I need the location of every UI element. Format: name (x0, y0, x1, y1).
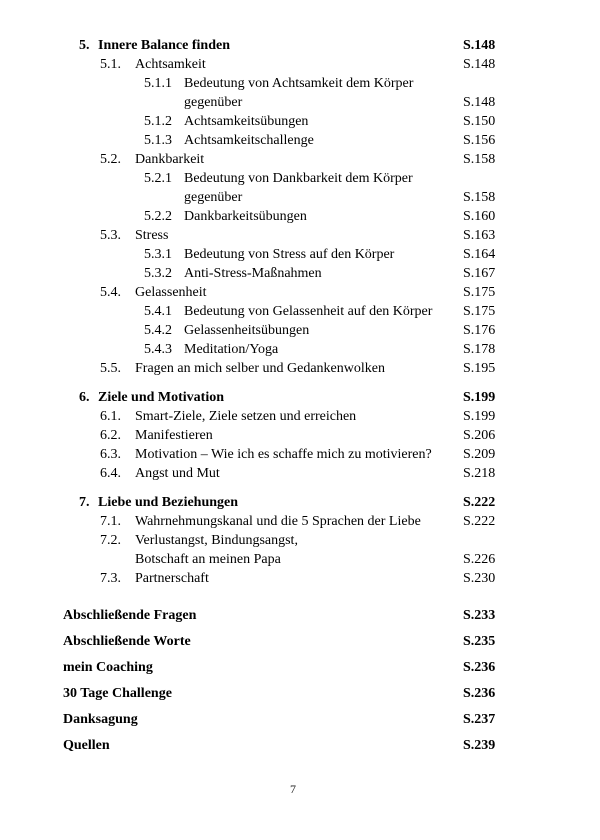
toc-entry-number: 5.1. (100, 57, 121, 72)
toc-entry-page: S.167 (463, 266, 496, 281)
toc-entry-title: Bedeutung von Stress auf den Körper (184, 247, 395, 262)
toc-entry-title: Manifestieren (135, 428, 213, 443)
toc-entry-page: S.148 (463, 38, 496, 53)
toc-entry-title: Wahrnehmungskanal und die 5 Sprachen der Liebe (135, 514, 421, 529)
toc-row (63, 245, 523, 264)
toc-entry-title: Gelassenheitsübungen (184, 323, 310, 338)
toc-row (63, 321, 523, 340)
toc-entry-number: 5.2. (100, 152, 121, 167)
toc-entry-number (144, 188, 184, 207)
toc-row (63, 569, 523, 588)
toc-row (63, 188, 523, 207)
toc-closing-row (63, 632, 523, 651)
toc-row (63, 169, 523, 188)
toc-entry-number: 5.1.3 (144, 133, 172, 148)
toc-entry-number: 6.1. (100, 409, 121, 424)
page-number: 7 (290, 782, 296, 796)
toc-entry-number (144, 93, 184, 112)
toc-entry-title: Verlustangst, Bindungsangst, (135, 533, 298, 548)
toc-entry-number: 7.1. (100, 514, 121, 529)
toc-entry-title: gegenüber (184, 190, 243, 205)
toc-entry-number: 7.3. (100, 571, 121, 586)
toc-entry-number: 5.3. (100, 228, 121, 243)
toc-row (63, 531, 523, 550)
toc-entry-page: S.206 (463, 428, 496, 443)
toc-entry-number: 7.2. (100, 533, 121, 548)
toc-entry-title: gegenüber (184, 95, 243, 110)
toc-entry-number: 5.4. (100, 285, 121, 300)
toc-entry-title: Innere Balance finden (98, 38, 230, 53)
toc-entry-title: Botschaft an meinen Papa (135, 552, 281, 567)
toc-entry-page: S.160 (463, 209, 496, 224)
toc-entry-page: S.148 (463, 95, 496, 110)
toc-entry-title: Danksagung (63, 712, 138, 727)
toc-entry-number: 5.4.3 (144, 342, 172, 357)
toc-entry-title: Smart-Ziele, Ziele setzen und erreichen (135, 409, 357, 424)
toc-entry-title: Liebe und Beziehungen (98, 495, 239, 510)
toc-entry-title: Achtsamkeit (135, 57, 206, 72)
toc-entry-number: 6.2. (100, 428, 121, 443)
toc-entry-title: Abschließende Fragen (63, 608, 197, 623)
toc-row (63, 302, 523, 321)
toc-entry-title: Fragen an mich selber und Gedankenwolken (135, 361, 385, 376)
toc-entry-title: Achtsamkeitschallenge (184, 133, 314, 148)
toc-entry-page: S.176 (463, 323, 496, 338)
section-gap (63, 483, 523, 493)
toc-row (63, 112, 523, 131)
toc-entry-page: S.158 (463, 190, 496, 205)
toc-entry-number: 5.3.1 (144, 247, 172, 262)
toc-entry-page: S.235 (463, 634, 496, 649)
toc-entry-page: S.158 (463, 152, 496, 167)
toc-entry-title: Anti-Stress-Maßnahmen (184, 266, 322, 281)
toc-entry-number: 5.3.2 (144, 266, 172, 281)
toc-closing-row (63, 710, 523, 729)
toc-entry-page: S.222 (463, 514, 496, 529)
toc-entry-page: S.237 (463, 712, 496, 727)
toc-row (63, 445, 523, 464)
toc-chapter-row (63, 493, 523, 512)
toc-entry-page: S.218 (463, 466, 496, 481)
toc-entry-title: Stress (135, 228, 169, 243)
toc-row (63, 207, 523, 226)
toc-entry-page: S.199 (463, 390, 496, 405)
toc-entry-number: 5.4.2 (144, 323, 172, 338)
toc-entry-page: S.195 (463, 361, 496, 376)
toc-closing-list (63, 606, 523, 755)
toc-closing-row (63, 606, 523, 625)
toc-entry-number: 5.2.2 (144, 209, 172, 224)
toc-entry-number: 6.3. (100, 447, 121, 462)
toc-entry-page: S.164 (463, 247, 496, 262)
toc-entry-title: Dankbarkeit (135, 152, 205, 167)
toc-row (63, 131, 523, 150)
table-of-contents (63, 36, 523, 755)
toc-row (63, 464, 523, 483)
toc-entry-title: Angst und Mut (135, 466, 220, 481)
toc-entry-number (100, 550, 135, 569)
toc-entry-page (463, 169, 523, 188)
toc-entry-title: Bedeutung von Achtsamkeit dem Körper (184, 76, 414, 91)
toc-entry-page: S.175 (463, 304, 496, 319)
toc-closing-row (63, 658, 523, 677)
toc-entry-page: S.239 (463, 738, 496, 753)
toc-row (63, 512, 523, 531)
toc-entry-title: 30 Tage Challenge (63, 686, 172, 701)
toc-row (63, 264, 523, 283)
toc-closing-row (63, 684, 523, 703)
toc-row (63, 426, 523, 445)
toc-entry-page (463, 74, 523, 93)
toc-entry-page: S.150 (463, 114, 496, 129)
section-gap (63, 378, 523, 388)
toc-entry-title: Bedeutung von Dankbarkeit dem Körper (184, 171, 413, 186)
toc-entry-page: S.236 (463, 686, 496, 701)
toc-entry-page: S.230 (463, 571, 496, 586)
toc-entry-page: S.209 (463, 447, 496, 462)
toc-entry-title: Dankbarkeitsübungen (184, 209, 307, 224)
toc-entry-page: S.156 (463, 133, 496, 148)
toc-entry-number: 7. (79, 495, 90, 510)
toc-entry-page: S.199 (463, 409, 496, 424)
toc-entry-number: 5.1.2 (144, 114, 172, 129)
toc-row (63, 74, 523, 93)
toc-list (63, 36, 523, 588)
toc-entry-number: 5.1.1 (144, 76, 172, 91)
toc-row (63, 340, 523, 359)
toc-entry-page: S.233 (463, 608, 496, 623)
toc-entry-page: S.178 (463, 342, 496, 357)
toc-entry-page (463, 531, 523, 550)
toc-row (63, 550, 523, 569)
toc-chapter-row (63, 36, 523, 55)
toc-entry-page: S.222 (463, 495, 496, 510)
toc-entry-title: Meditation/Yoga (184, 342, 279, 357)
toc-row (63, 283, 523, 302)
toc-row (63, 226, 523, 245)
toc-row (63, 93, 523, 112)
toc-entry-title: Partnerschaft (135, 571, 209, 586)
toc-entry-number: 5. (79, 38, 90, 53)
toc-row (63, 55, 523, 74)
toc-row (63, 150, 523, 169)
toc-entry-title: Motivation – Wie ich es schaffe mich zu motivieren? (135, 447, 432, 462)
toc-entry-number: 6. (79, 390, 90, 405)
toc-entry-title: Quellen (63, 738, 110, 753)
toc-entry-page: S.226 (463, 552, 496, 567)
toc-entry-title: Abschließende Worte (63, 634, 191, 649)
toc-closing-row (63, 736, 523, 755)
toc-chapter-row (63, 388, 523, 407)
toc-entry-page: S.175 (463, 285, 496, 300)
toc-entry-title: Achtsamkeitsübungen (184, 114, 309, 129)
toc-entry-page: S.236 (463, 660, 496, 675)
toc-row (63, 359, 523, 378)
toc-entry-number: 5.4.1 (144, 304, 172, 319)
toc-row (63, 407, 523, 426)
toc-entry-title: Bedeutung von Gelassenheit auf den Körper (184, 304, 433, 319)
toc-entry-page: S.163 (463, 228, 496, 243)
toc-entry-title: Gelassenheit (135, 285, 207, 300)
toc-entry-title: Ziele und Motivation (98, 390, 225, 405)
toc-entry-page: S.148 (463, 57, 496, 72)
toc-entry-number: 6.4. (100, 466, 121, 481)
toc-entry-number: 5.2.1 (144, 171, 172, 186)
toc-entry-number: 5.5. (100, 361, 121, 376)
toc-entry-title: mein Coaching (63, 660, 153, 675)
